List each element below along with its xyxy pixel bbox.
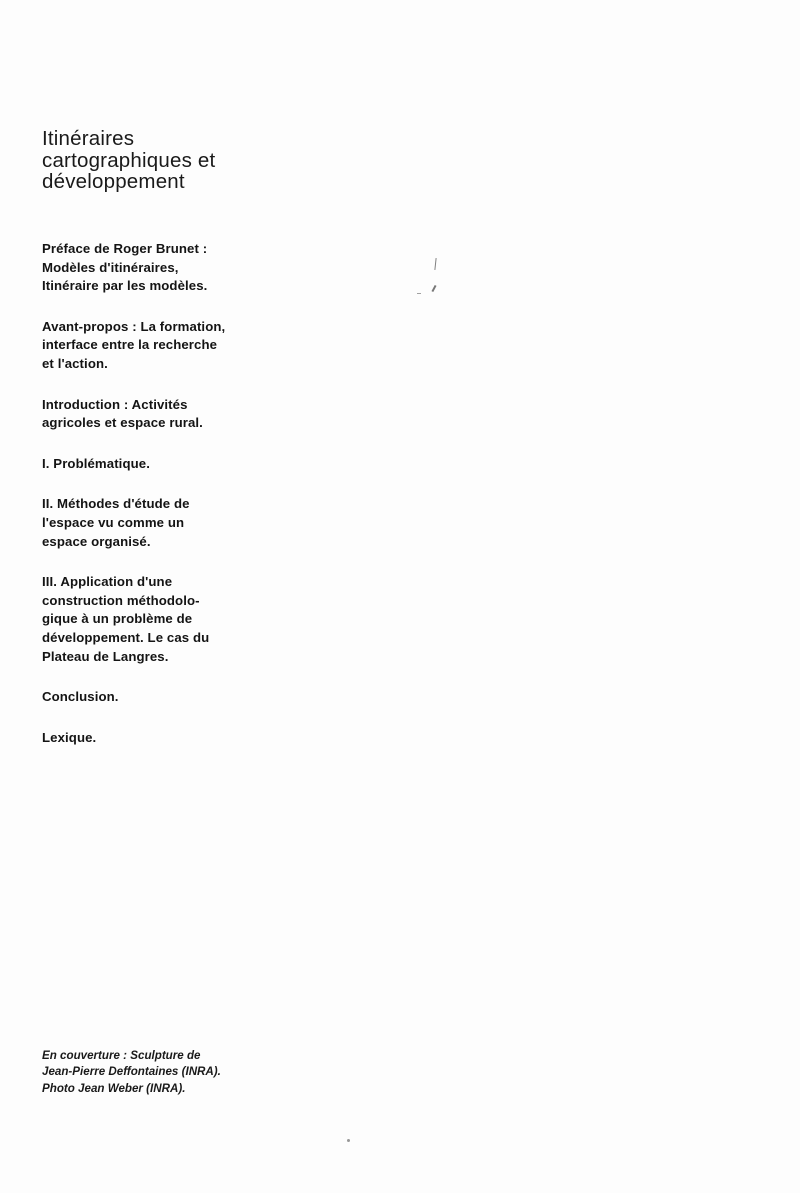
scan-artifact-mark <box>434 258 436 270</box>
cover-credit <box>42 1048 342 1097</box>
toc-line: développement. Le cas du <box>42 629 210 645</box>
toc-entry-introduction <box>42 396 287 433</box>
page-title <box>42 128 342 193</box>
toc-line: Lexique. <box>42 729 97 745</box>
scan-artifact-mark <box>417 293 421 294</box>
toc-line: Modèles d'itinéraires, <box>42 259 179 275</box>
toc-line: gique à un problème de <box>42 611 193 627</box>
toc-line: Itinéraire par les modèles. <box>42 278 208 294</box>
toc-line: I. Problématique. <box>42 455 150 471</box>
toc-line: l'espace vu comme un <box>42 514 185 530</box>
toc-line: Avant-propos : La formation, <box>42 318 226 334</box>
toc-line: III. Application d'une <box>42 574 173 590</box>
credit-line: En couverture : Sculpture de <box>42 1049 201 1062</box>
title-line-3: développement <box>42 170 185 193</box>
toc-line: agricoles et espace rural. <box>42 415 203 431</box>
toc-line: interface entre la recherche <box>42 337 218 353</box>
toc-line: espace organisé. <box>42 533 151 549</box>
toc-line: construction méthodolo- <box>42 592 200 608</box>
toc-entry-lexique <box>42 729 287 748</box>
toc-entry-chapitre-1 <box>42 455 287 474</box>
toc-entry-avant-propos <box>42 318 287 374</box>
title-line-2: cartographiques et <box>42 148 216 172</box>
toc-entry-chapitre-2 <box>42 495 287 551</box>
toc-line: Plateau de Langres. <box>42 648 169 664</box>
scan-artifact-speck <box>347 1139 350 1142</box>
toc-line: et l'action. <box>42 355 108 371</box>
credit-line: Jean-Pierre Deffontaines (INRA). <box>42 1065 221 1079</box>
title-line-1: Itinéraires <box>42 127 135 150</box>
scan-artifact-mark <box>431 285 436 292</box>
toc-line: Préface de Roger Brunet : <box>42 241 208 256</box>
table-of-contents <box>42 240 287 763</box>
credit-line: Photo Jean Weber (INRA). <box>42 1081 186 1095</box>
toc-line: Introduction : Activités <box>42 396 188 412</box>
toc-line: II. Méthodes d'étude de <box>42 496 190 512</box>
toc-entry-preface <box>42 240 287 296</box>
toc-entry-chapitre-3 <box>42 573 287 666</box>
toc-line: Conclusion. <box>42 689 119 705</box>
toc-entry-conclusion <box>42 688 287 707</box>
